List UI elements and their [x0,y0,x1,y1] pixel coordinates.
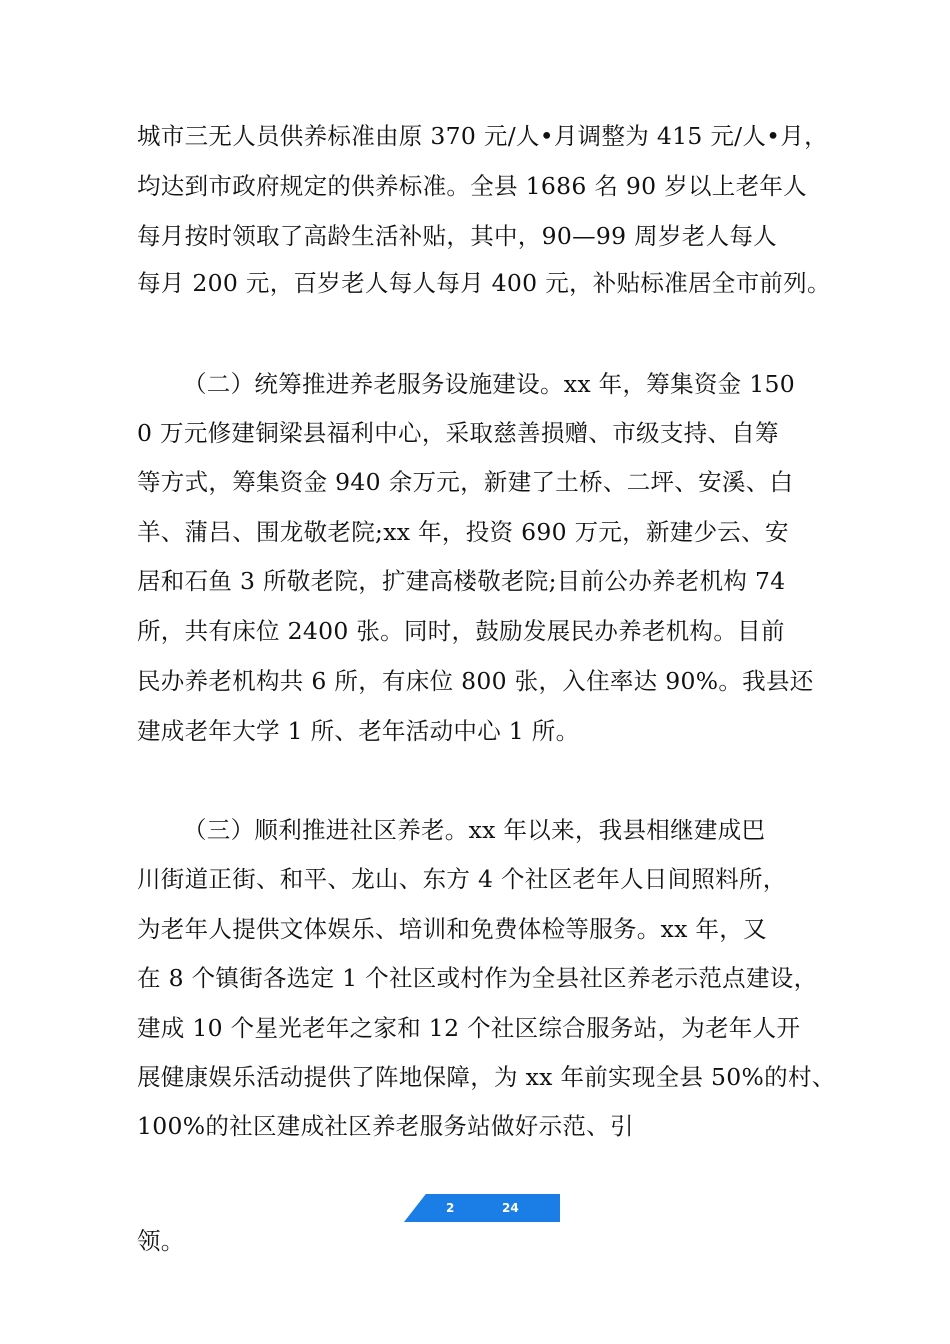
text-line: 建成老年大学 1 所、老年活动中心 1 所。 [137,717,580,745]
text-line: 展健康娱乐活动提供了阵地保障，为 xx 年前实现全县 50%的村、 [137,1063,836,1091]
text-line: 每月按时领取了高龄生活补贴，其中，90—99 周岁老人每人 [137,222,777,250]
text-line: 所，共有床位 2400 张。同时，鼓励发展民办养老机构。目前 [137,617,785,645]
text-line: （三）顺利推进社区养老。xx 年以来，我县相继建成巴 [183,816,766,844]
text-line: 羊、蒲吕、围龙敬老院;xx 年，投资 690 万元，新建少云、安 [137,518,789,546]
current-page-number: 2 [446,1201,455,1215]
text-line: 民办养老机构共 6 所，有床位 800 张，入住率达 90%。我县还 [137,667,814,695]
text-line: 均达到市政府规定的供养标准。全县 1686 名 90 岁以上老年人 [137,172,807,200]
text-line: 为老年人提供文体娱乐、培训和免费体检等服务。xx 年，又 [137,915,767,943]
text-line: 100%的社区建成社区养老服务站做好示范、引 [137,1112,634,1140]
text-line: （二）统筹推进养老服务设施建设。xx 年，筹集资金 150 [183,370,795,398]
text-line: 0 万元修建铜梁县福利中心，采取慈善损赠、市级支持、自筹 [137,419,779,447]
text-line: 等方式，筹集资金 940 余万元，新建了土桥、二坪、安溪、白 [137,468,794,496]
text-line: 城市三无人员供养标准由原 370 元/人•月调整为 415 元/人•月， [137,122,828,150]
text-line: 在 8 个镇街各选定 1 个社区或村作为全县社区养老示范点建设， [137,964,818,992]
text-line: 川街道正街、和平、龙山、东方 4 个社区老年人日间照料所， [137,865,787,893]
text-line: 每月 200 元，百岁老人每人每月 400 元，补贴标准居全市前列。 [137,269,831,297]
text-line: 建成 10 个星光老年之家和 12 个社区综合服务站，为老年人开 [137,1014,801,1042]
total-page-number: 24 [502,1201,519,1215]
page-number-badge [404,1194,560,1222]
text-line: 居和石鱼 3 所敬老院，扩建高楼敬老院;目前公办养老机构 74 [137,567,786,595]
text-line: 领。 [137,1227,185,1255]
